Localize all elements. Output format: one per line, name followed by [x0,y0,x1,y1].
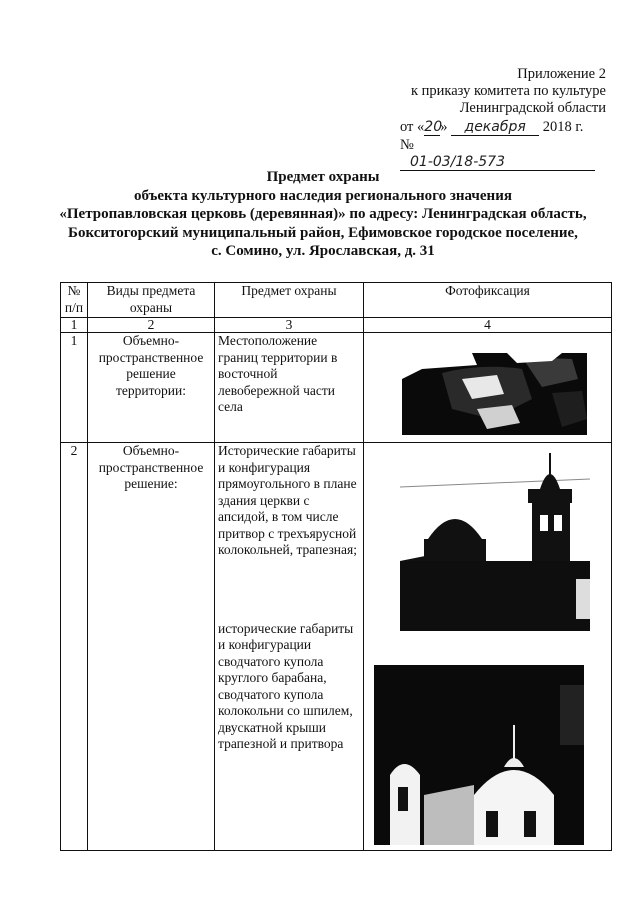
appendix-title: Приложение 2 [517,66,606,82]
number-prefix: № [400,137,414,153]
appendix-header [346,66,606,117]
row-number: 1 [61,333,88,443]
date-prefix: от « [400,119,425,135]
photo-cell [364,443,612,851]
row-subject: Исторические габариты и конфигурация прямоугольного в плане здания церкви с апсидой, в том числе притвор с трехъярусной колокольней, трапезная; [218,443,357,557]
row-type: Объемно-пространственное решение территории: [88,333,215,443]
header-photo: Фотофиксация [364,283,612,318]
domes-photo-image [374,665,584,845]
title-line-5: с. Сомино, ул. Ярославская, д. 31 [211,243,435,259]
column-number-row [61,318,612,333]
header-number: № п/п [61,283,88,318]
handwritten-day: 20 [424,119,443,135]
date-year: 2018 г. [542,119,584,135]
photo-cell [364,333,612,443]
column-number: 3 [215,318,364,333]
document-title [40,168,606,261]
order-number-line [400,137,610,171]
title-line-2: объекта культурного наследия регионального значения [134,187,512,204]
church-photo [400,449,590,639]
date-mid: » [440,119,448,135]
title-line-3: «Петропавловская церковь (деревянная)» по адресу: Ленинградская область, [59,206,587,222]
row-number: 2 [61,443,88,851]
order-date-line [400,119,610,137]
domes-photo [374,665,584,845]
row-subject: Местоположение границ территории в восточной левобережной части села [215,333,364,443]
table-row [61,443,612,851]
row-subject-continued: исторические габариты и конфигурации сводчатого купола круглого барабана, сводчатого купола колокольни со шпилем, двускатной крыши трапезной и притвора [218,620,354,751]
territory-photo-image [402,339,587,435]
handwritten-month: декабря [451,119,539,136]
spacer [218,559,360,621]
header-type: Виды предмета охраны [88,283,215,318]
row-subject-cell [215,443,364,851]
table-header-row [61,283,612,318]
protection-table [60,282,612,851]
title-line-4: Бокситогорский муниципальный район, Ефимовское городское поселение, [68,224,578,241]
header-subject: Предмет охраны [215,283,364,318]
handwritten-number: 01-03/18-573 [400,154,595,171]
column-number: 2 [88,318,215,333]
church-photo-image [400,449,590,639]
title-line-1: Предмет охраны [266,169,380,185]
appendix-order-ref: к приказу комитета по культуре [410,83,606,99]
table-row [61,333,612,443]
column-number: 4 [364,318,612,333]
row-type: Объемно-пространственное решение: [88,443,215,851]
appendix-region: Ленинградской области [459,100,606,116]
column-number: 1 [61,318,88,333]
territory-photo [402,339,587,435]
